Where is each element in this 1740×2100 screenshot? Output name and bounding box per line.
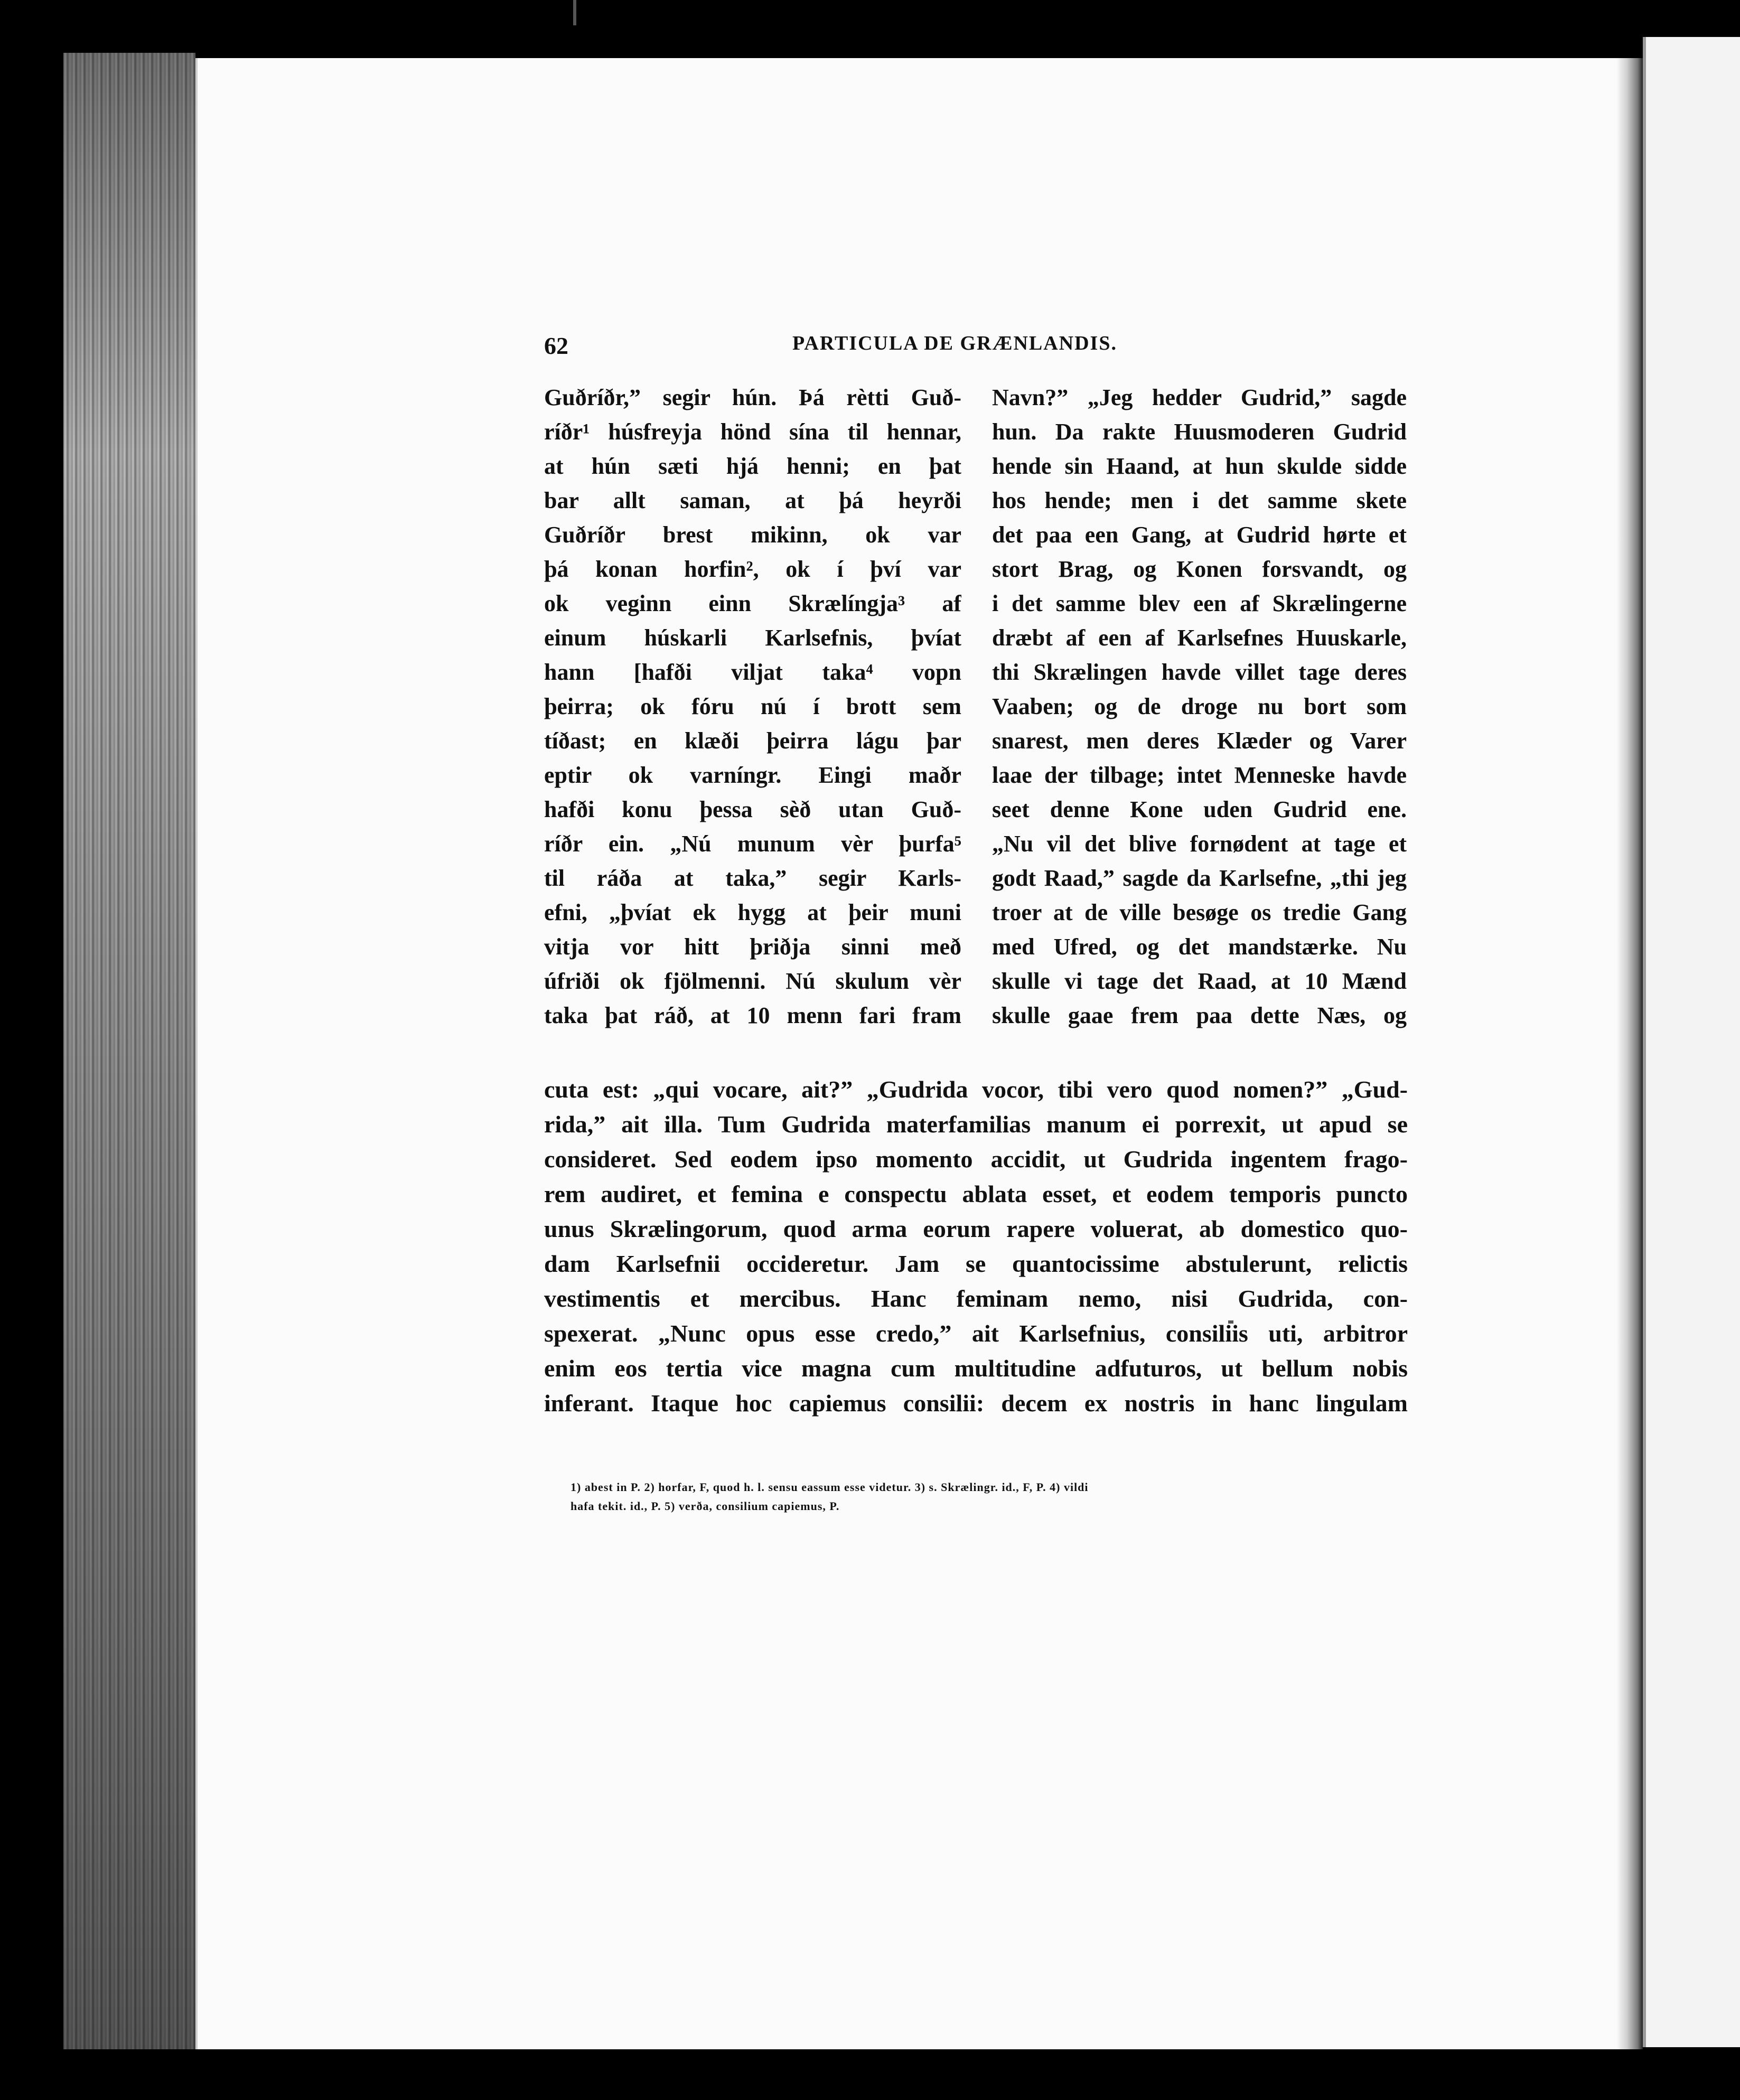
text-line: þá konan horfin², ok í því var bbox=[544, 556, 961, 582]
fore-edge-shadow bbox=[63, 53, 195, 2049]
text-line: til ráða at taka,” segir Karls- bbox=[544, 865, 961, 891]
text-line: skulle vi tage det Raad, at 10 Mænd bbox=[992, 968, 1407, 994]
text-line: unus Skrælingorum, quod arma eorum rapere voluerat, ab domestico quo- bbox=[544, 1215, 1408, 1242]
text-line: dam Karlsefnii occideretur. Jam se quantocissime abstulerunt, relictis bbox=[544, 1250, 1408, 1277]
page-number: 62 bbox=[544, 332, 568, 359]
text-line: hun. Da rakte Huusmoderen Gudrid bbox=[992, 419, 1407, 445]
text-line: bar allt saman, at þá heyrði bbox=[544, 487, 961, 513]
page-sheet bbox=[195, 58, 1619, 2049]
text-line: det paa een Gang, at Gudrid hørte et bbox=[992, 522, 1407, 548]
footnote-line: 1) abest in P. 2) horfar, F, quod h. l. sensu eassum esse videtur. 3) s. Skrælingr. id., F, P. 4) vildi bbox=[570, 1480, 1089, 1494]
text-line: hann [hafði viljat taka⁴ vopn bbox=[544, 659, 961, 685]
next-page-edge bbox=[1643, 37, 1740, 2047]
text-line: Guðríðr brest mikinn, ok var bbox=[544, 522, 961, 548]
text-line: skulle gaae frem paa dette Næs, og bbox=[992, 1002, 1407, 1028]
text-line: Guðríðr,” segir hún. Þá rètti Guð- bbox=[544, 385, 961, 410]
text-line: i det samme blev een af Skrælingerne bbox=[992, 590, 1407, 616]
text-line: troer at de ville besøge os tredie Gang bbox=[992, 899, 1407, 925]
text-line: tíðast; en klæði þeirra lágu þar bbox=[544, 728, 961, 754]
text-line: laae der tilbage; intet Menneske havde bbox=[992, 762, 1407, 788]
text-line: godt Raad,” sagde da Karlsefne, „thi jeg bbox=[992, 865, 1407, 891]
text-line: cuta est: „qui vocare, ait?” „Gudrida vocor, tibi vero quod nomen?” „Gud- bbox=[544, 1076, 1408, 1103]
text-line: ríðr¹ húsfreyja hönd sína til hennar, bbox=[544, 419, 961, 445]
text-line: Navn?” „Jeg hedder Gudrid,” sagde bbox=[992, 385, 1407, 410]
latin-paragraph bbox=[544, 1072, 1408, 1421]
text-line: rida,” ait illa. Tum Gudrida materfamilias manum ei porrexit, ut apud se bbox=[544, 1111, 1408, 1138]
text-line: at hún sæti hjá henni; en þat bbox=[544, 453, 961, 479]
text-line: vitja vor hitt þriðja sinni með bbox=[544, 934, 961, 960]
text-line: taka þat ráð, at 10 menn fari fram bbox=[544, 1002, 961, 1028]
danish-column bbox=[992, 380, 1407, 1033]
text-line: thi Skrælingen havde villet tage deres bbox=[992, 659, 1407, 685]
running-head: PARTICULA DE GRÆNLANDIS. bbox=[792, 332, 1117, 354]
text-line: snarest, men deres Klæder og Varer bbox=[992, 728, 1407, 754]
scan-artifact bbox=[573, 0, 576, 25]
text-line: inferant. Itaque hoc capiemus consilii: decem ex nostris in hanc lingulam bbox=[544, 1390, 1408, 1417]
icelandic-column bbox=[544, 380, 961, 1033]
text-line: seet denne Kone uden Gudrid ene. bbox=[992, 796, 1407, 822]
text-line: þeirra; ok fóru nú í brott sem bbox=[544, 693, 961, 719]
text-line: hafði konu þessa sèð utan Guð- bbox=[544, 796, 961, 822]
text-line: eptir ok varníngr. Eingi maðr bbox=[544, 762, 961, 788]
text-line: ríðr ein. „Nú munum vèr þurfa⁵ bbox=[544, 831, 961, 857]
text-line: enim eos tertia vice magna cum multitudine adfuturos, ut bellum nobis bbox=[544, 1355, 1408, 1382]
footnote-line: hafa tekit. id., P. 5) verða, consilium capiemus, P. bbox=[570, 1499, 840, 1513]
page-gutter bbox=[1616, 58, 1643, 2049]
text-line: ok veginn einn Skrælíngja³ af bbox=[544, 590, 961, 616]
text-line: einum húskarli Karlsefnis, þvíat bbox=[544, 625, 961, 651]
text-line: spexerat. „Nunc opus esse credo,” ait Karlsefnius, consiliis uti, arbitror bbox=[544, 1320, 1408, 1347]
text-line: rem audiret, et femina e conspectu ablata esset, et eodem temporis puncto bbox=[544, 1180, 1408, 1207]
text-line: dræbt af een af Karlsefnes Huuskarle, bbox=[992, 625, 1407, 651]
text-line: consideret. Sed eodem ipso momento accidit, ut Gudrida ingentem frago- bbox=[544, 1146, 1408, 1173]
text-line: med Ufred, og det mandstærke. Nu bbox=[992, 934, 1407, 960]
text-line: stort Brag, og Konen forsvandt, og bbox=[992, 556, 1407, 582]
text-line: úfriði ok fjölmenni. Nú skulum vèr bbox=[544, 968, 961, 994]
text-line: vestimentis et mercibus. Hanc feminam nemo, nisi Gudrida, con- bbox=[544, 1285, 1408, 1312]
book-fore-edge bbox=[63, 53, 195, 2049]
footnotes bbox=[570, 1478, 1416, 1516]
text-line: hos hende; men i det samme skete bbox=[992, 487, 1407, 513]
text-line: hende sin Haand, at hun skulde sidde bbox=[992, 453, 1407, 479]
text-line: Vaaben; og de droge nu bort som bbox=[992, 693, 1407, 719]
text-line: efni, „þvíat ek hygg at þeir muni bbox=[544, 899, 961, 925]
text-line: „Nu vil det blive fornødent at tage et bbox=[992, 831, 1407, 857]
